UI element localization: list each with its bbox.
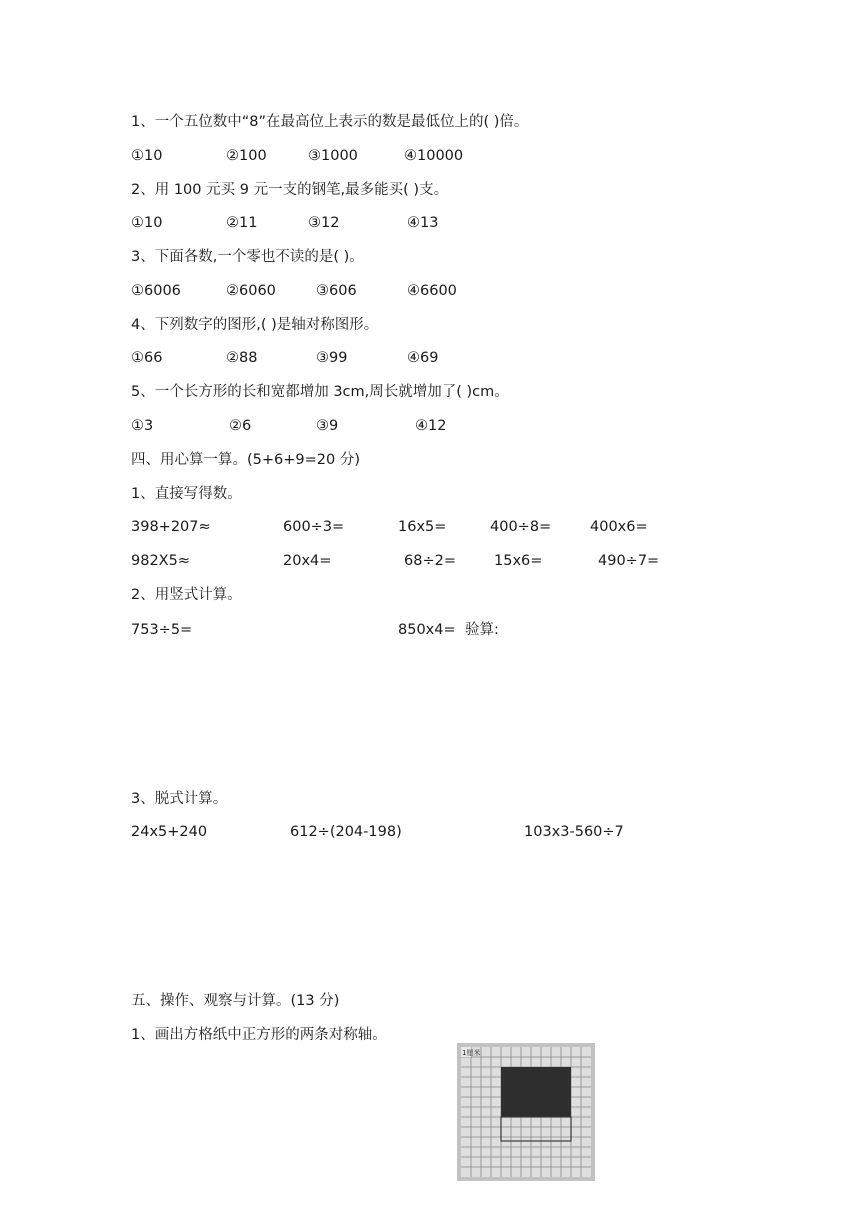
mental-math-r1-c4: 400÷8=: [490, 519, 552, 535]
q5-option-2: ②6: [229, 418, 252, 434]
mental-math-r1-c3: 16x5=: [398, 519, 447, 535]
vertical-calc-1: 753÷5=: [131, 622, 193, 638]
vertical-calc-2: 850x4=: [398, 622, 456, 638]
section-4-heading: 四、用心算一算。(5+6+9=20 分): [131, 452, 360, 468]
grid-paper-image: [457, 1043, 595, 1181]
question-3: 3、下面各数,一个零也不读的是( )。: [131, 249, 364, 265]
question-5: 5、一个长方形的长和宽都增加 3cm,周长就增加了( )cm。: [131, 384, 509, 400]
section-5-sub-1: 1、画出方格纸中正方形的两条对称轴。: [131, 1027, 387, 1043]
mental-math-r2-c2: 20x4=: [283, 553, 332, 569]
mental-math-r2-c4: 15x6=: [494, 553, 543, 569]
q1-option-2: ②100: [226, 148, 267, 164]
section-4-sub-3: 3、脱式计算。: [131, 791, 228, 807]
section-4-sub-2: 2、用竖式计算。: [131, 587, 242, 603]
mental-math-r1-c2: 600÷3=: [283, 519, 345, 535]
q2-option-2: ②11: [226, 215, 258, 231]
filled-rectangle: [501, 1067, 571, 1117]
mental-math-r2-c5: 490÷7=: [598, 553, 660, 569]
q5-option-4: ④12: [415, 418, 447, 434]
q5-option-1: ①3: [131, 418, 154, 434]
mental-math-r1-c5: 400x6=: [590, 519, 648, 535]
grid-paper-drawing: [457, 1043, 595, 1181]
vertical-check-label: 验算:: [465, 622, 499, 638]
q4-option-4: ④69: [407, 350, 439, 366]
q1-option-4: ④10000: [404, 148, 464, 164]
q3-option-4: ④6600: [407, 283, 457, 299]
mental-math-r1-c1: 398+207≈: [131, 519, 211, 535]
q1-option-1: ①10: [131, 148, 163, 164]
q4-option-3: ③99: [316, 350, 348, 366]
q1-option-3: ③1000: [308, 148, 358, 164]
section-5-heading: 五、操作、观察与计算。(13 分): [131, 993, 340, 1009]
q4-option-1: ①66: [131, 350, 163, 366]
mental-math-r2-c3: 68÷2=: [404, 553, 456, 569]
question-1: 1、一个五位数中“8”在最高位上表示的数是最低位上的( )倍。: [131, 114, 529, 130]
mental-math-r2-c1: 982X5≈: [131, 553, 190, 569]
stepwise-calc-1: 24x5+240: [131, 824, 208, 840]
question-2: 2、用 100 元买 9 元一支的钢笔,最多能买( )支。: [131, 182, 449, 198]
q4-option-2: ②88: [226, 350, 258, 366]
grid-unit-label: 1厘米: [462, 1049, 481, 1057]
stepwise-calc-3: 103x3-560÷7: [524, 824, 624, 840]
q5-option-3: ③9: [316, 418, 339, 434]
q3-option-1: ①6006: [131, 283, 181, 299]
question-4: 4、下列数字的图形,( )是轴对称图形。: [131, 317, 379, 333]
q3-option-3: ③606: [316, 283, 357, 299]
stepwise-calc-2: 612÷(204-198): [290, 824, 402, 840]
q2-option-3: ③12: [308, 215, 340, 231]
q3-option-2: ②6060: [226, 283, 276, 299]
q2-option-4: ④13: [407, 215, 439, 231]
q2-option-1: ①10: [131, 215, 163, 231]
section-4-sub-1: 1、直接写得数。: [131, 486, 242, 502]
